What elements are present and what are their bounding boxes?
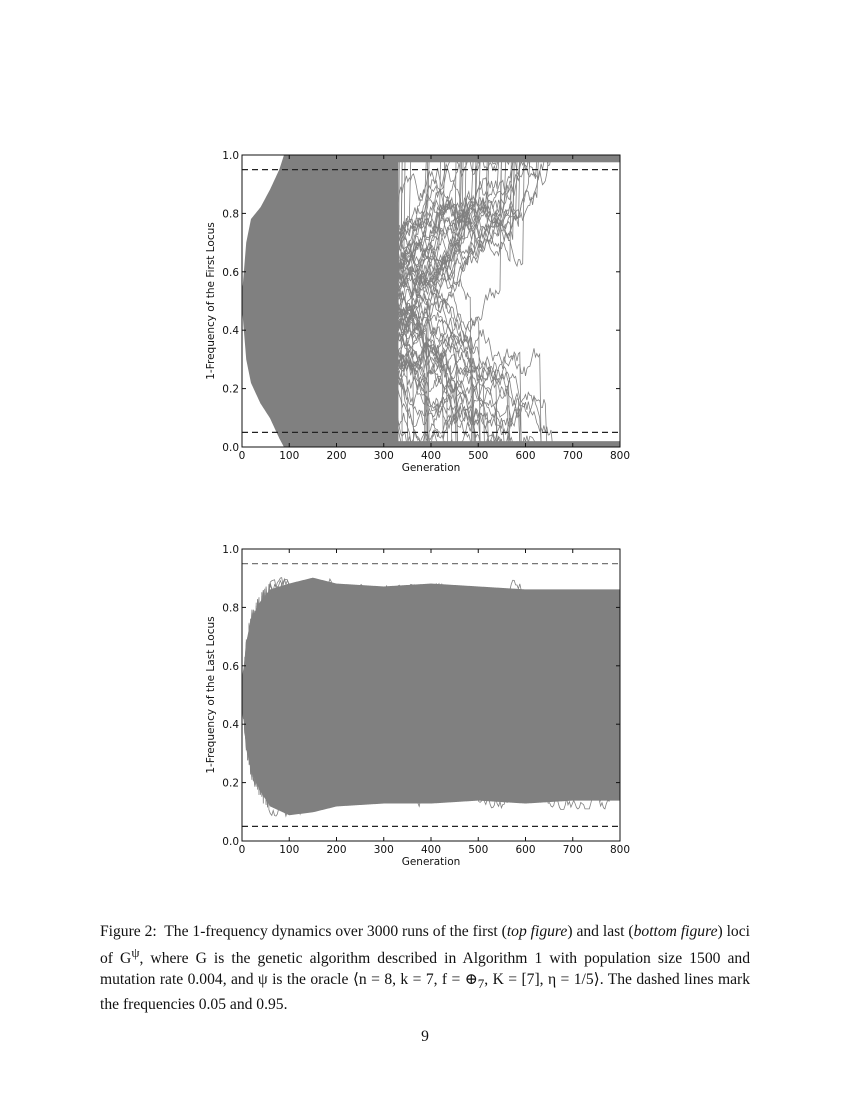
x-tick-label: 700 [562, 450, 583, 462]
plot-area [242, 155, 620, 447]
x-tick-label: 700 [562, 844, 583, 856]
chart-last-locus [190, 534, 650, 874]
x-tick-label: 500 [468, 450, 489, 462]
figure-caption [100, 921, 750, 1015]
y-tick-label: 0.8 [222, 208, 239, 221]
caption-text: , K = [7], η = 1/5⟩. The dashed lines mark the frequencies 0.05 and 0.95. [100, 971, 750, 1014]
x-tick-label: 0 [238, 844, 246, 856]
fixation-band-high [285, 155, 620, 162]
caption-text: , where G is the genetic algorithm described in Algorithm 1 with population size 1500 and mutation rate 0.004, and ψ is the oracle ⟨n = 8, k = 7, f = ⊕ [100, 950, 750, 989]
plot-area [242, 578, 620, 817]
x-tick-label: 300 [373, 844, 394, 856]
x-tick-label: 200 [326, 450, 347, 462]
x-tick-label: 800 [609, 450, 631, 462]
caption-top: top figure [506, 923, 568, 940]
x-axis-label: Generation [401, 462, 461, 474]
y-tick-label: 0.0 [222, 442, 239, 454]
chart-first-locus [190, 140, 650, 480]
y-tick-label: 0.6 [222, 266, 239, 279]
y-tick-label: 0.4 [222, 325, 239, 338]
x-tick-label: 200 [326, 844, 347, 856]
y-tick-label: 0.4 [222, 719, 239, 732]
x-tick-label: 600 [515, 450, 536, 462]
y-axis-label: 1-Frequency of the First Locus [205, 222, 217, 380]
caption-text: ) loci of G [100, 923, 750, 968]
caption-sub: 7 [477, 976, 485, 992]
y-tick-label: 0.6 [222, 660, 239, 673]
y-tick-label: 0.2 [222, 777, 239, 790]
y-tick-label: 0.0 [222, 836, 239, 848]
x-tick-label: 300 [373, 450, 394, 462]
x-tick-label: 400 [420, 450, 442, 462]
x-tick-label: 100 [279, 844, 300, 856]
x-axis-label: Generation [401, 856, 461, 868]
x-tick-label: 800 [609, 844, 631, 856]
y-tick-label: 0.8 [222, 602, 239, 615]
y-tick-label: 1.0 [222, 150, 239, 162]
chart-last-locus-svg [190, 534, 650, 874]
x-tick-label: 600 [515, 844, 536, 856]
fixation-band-low [285, 441, 620, 447]
y-tick-label: 0.2 [222, 383, 239, 396]
x-tick-label: 0 [238, 450, 246, 462]
y-tick-label: 1.0 [222, 544, 239, 556]
y-axis-label: 1-Frequency of the Last Locus [205, 616, 217, 774]
x-tick-label: 400 [420, 844, 442, 856]
caption-text: The 1-frequency dynamics over 3000 runs of the first ( [164, 923, 507, 940]
caption-bottom: bottom figure [633, 923, 718, 940]
page-number: 9 [421, 1028, 429, 1045]
chart-first-locus-svg [190, 140, 650, 480]
caption-text: ) and last ( [567, 923, 634, 940]
x-tick-label: 500 [468, 844, 489, 856]
caption-sup: ψ [131, 945, 140, 960]
x-tick-label: 100 [279, 450, 300, 462]
caption-label: Figure 2: [100, 923, 157, 940]
